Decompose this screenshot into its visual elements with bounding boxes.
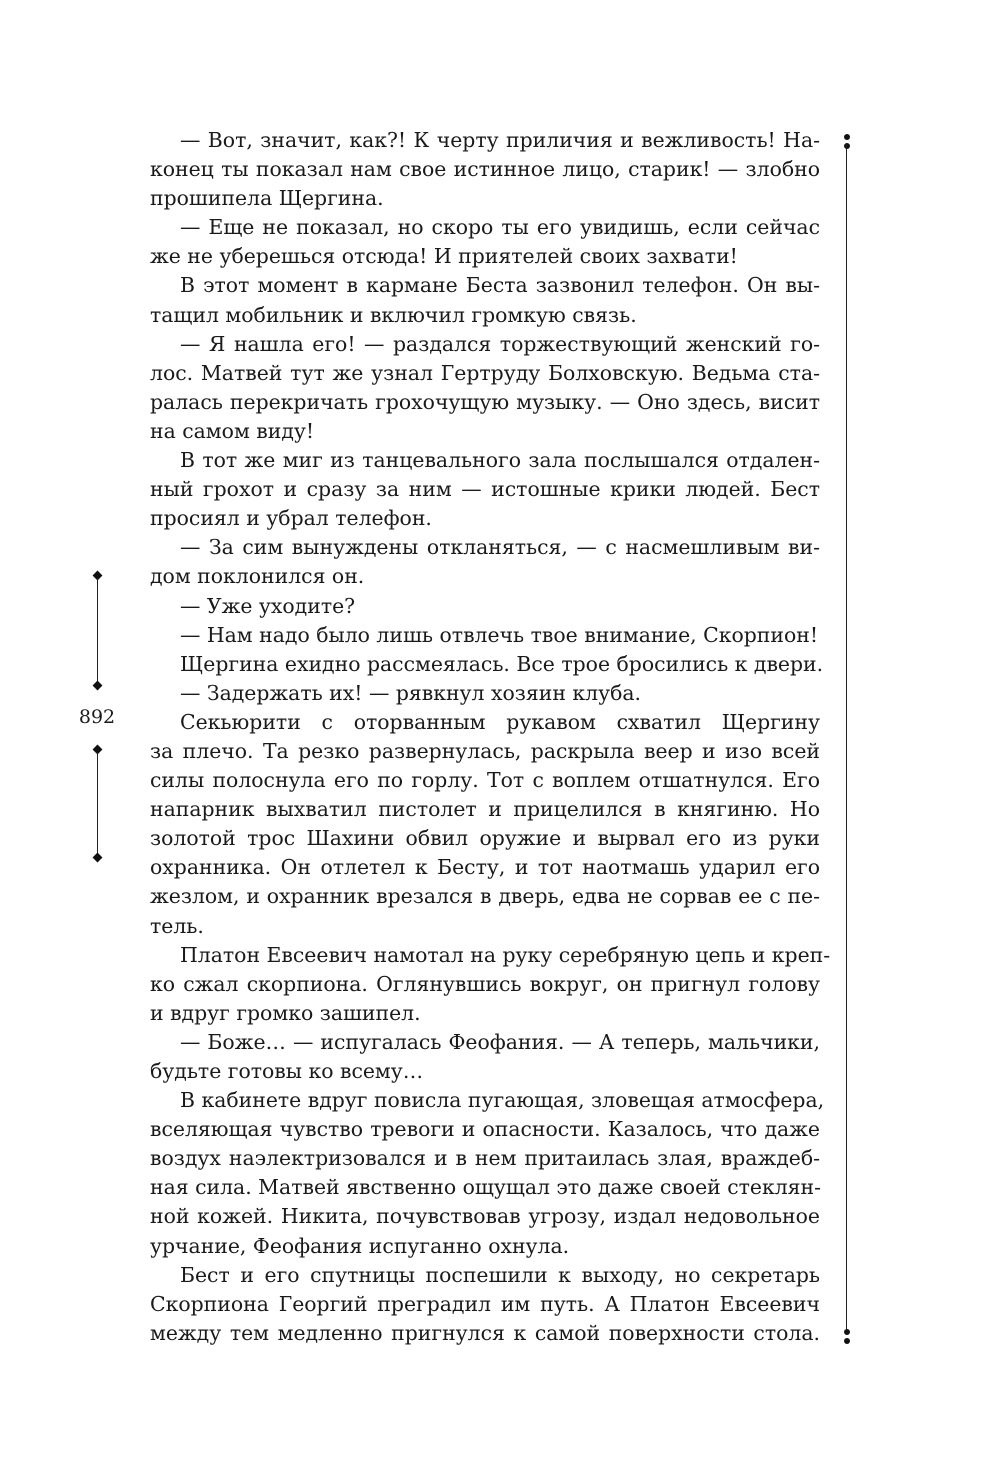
text-line: лос. Матвей тут же узнал Гертруду Болховскую. Ведьма ста- — [150, 360, 820, 385]
text-line: — Еще не показал, но скоро ты его увидишь, если сейчас — [180, 215, 820, 240]
ornament-diamond-2 — [93, 681, 103, 691]
text-line: В тот же миг из танцевального зала послышался отдален- — [180, 448, 820, 473]
text-line: тель. — [150, 913, 204, 938]
text-line: — Вот, значит, как?! К черту приличия и вежливость! На- — [180, 128, 820, 152]
text-line: Секьюрити с оторванным рукавом схватил Щергину — [180, 709, 820, 734]
text-line: же не уберешься отсюда! И приятелей своих захвати! — [150, 244, 738, 269]
text-line: ко сжал скорпиона. Оглянувшись вокруг, он пригнул голову — [150, 971, 820, 996]
text-line: — Боже… — испугалась Феофания. — А теперь, мальчики, — [180, 1029, 820, 1054]
text-line: Бест и его спутницы поспешили к выходу, но секретарь — [180, 1262, 820, 1287]
text-line: В кабинете вдруг повисла пугающая, зловещая атмосфера, — [180, 1088, 825, 1113]
text-line: Платон Евсеевич намотал на руку серебряную цепь и креп- — [180, 942, 831, 967]
text-line: на самом виду! — [150, 418, 315, 443]
text-line: — Уже уходите? — [180, 593, 356, 618]
ornament-dot-bottom-1 — [844, 1329, 850, 1335]
text-line: — За сим вынуждены откланяться, — с насмешливым ви- — [180, 535, 820, 560]
ornament-segment-lower — [97, 752, 98, 856]
text-line: — Я нашла его! — раздался торжествующий женский го- — [180, 331, 820, 356]
text-line: воздух наэлектризовался и в нем притаилась злая, враждеб- — [150, 1146, 820, 1171]
body-text — [150, 126, 831, 1348]
text-line: просиял и убрал телефон. — [150, 506, 432, 531]
text-line: В этот момент в кармане Беста зазвонил телефон. Он вы- — [180, 273, 820, 298]
text-line: между тем медленно пригнулся к самой поверхности стола. — [150, 1320, 820, 1345]
text-line: — Задержать их! — рявкнул хозяин клуба. — [180, 680, 642, 705]
text-line: силы полоснула его по горлу. Тот с воплем отшатнулся. Его — [150, 768, 820, 793]
text-line: напарник выхватил пистолет и прицелился в княгиню. Но — [150, 797, 820, 822]
text-line: конец ты показал нам свое истинное лицо, старик! — злобно — [150, 157, 820, 182]
text-line: охранника. Он отлетел к Бесту, и тот наотмашь ударил его — [150, 855, 820, 880]
text-line: жезлом, и охранник врезался в дверь, едва не сорвав ее с пе- — [150, 884, 820, 909]
ornament-dot-top-1 — [844, 134, 850, 140]
text-line: — Нам надо было лишь отвлечь твое внимание, Скорпион! — [180, 622, 819, 647]
text-line: ный грохот и сразу за ним — истошные крики людей. Бест — [150, 477, 820, 502]
text-line: золотой трос Шахини обвил оружие и вырвал его из руки — [150, 826, 820, 851]
ornament-rule-line — [846, 144, 847, 1334]
text-line: ная сила. Матвей явственно ощущал это даже своей стеклян- — [150, 1175, 822, 1200]
text-line: тащил мобильник и включил громкую связь. — [150, 302, 637, 327]
text-line: вселяющая чувство тревоги и опасности. Казалось, что даже — [150, 1117, 820, 1142]
ornament-dot-bottom-2 — [844, 1338, 850, 1344]
text-line: и вдруг громко зашипел. — [150, 1000, 421, 1025]
text-line: будьте готовы ко всему… — [150, 1059, 424, 1083]
page-number: 892 — [78, 706, 116, 728]
text-line: ной кожей. Никита, почувствовав угрозу, издал недовольное — [150, 1204, 820, 1229]
text-line: ралась перекричать грохочущую музыку. — Оно здесь, висит — [150, 389, 820, 414]
ornament-dot-top-2 — [844, 143, 850, 149]
text-line: Щергина ехидно рассмеялась. Все трое бросились к двери. — [180, 651, 824, 676]
right-margin-ornament — [846, 134, 848, 1344]
text-line: за плечо. Та резко развернулась, раскрыла веер и изо всей — [150, 738, 820, 763]
ornament-segment-upper — [97, 578, 98, 684]
text-line: Скорпиона Георгий преградил им путь. А Платон Евсеевич — [150, 1291, 820, 1316]
text-line: дом поклонился он. — [150, 564, 365, 589]
text-line: прошипела Щергина. — [150, 186, 384, 211]
text-line: урчание, Феофания испуганно охнула. — [150, 1233, 570, 1258]
ornament-diamond-4 — [93, 853, 103, 863]
